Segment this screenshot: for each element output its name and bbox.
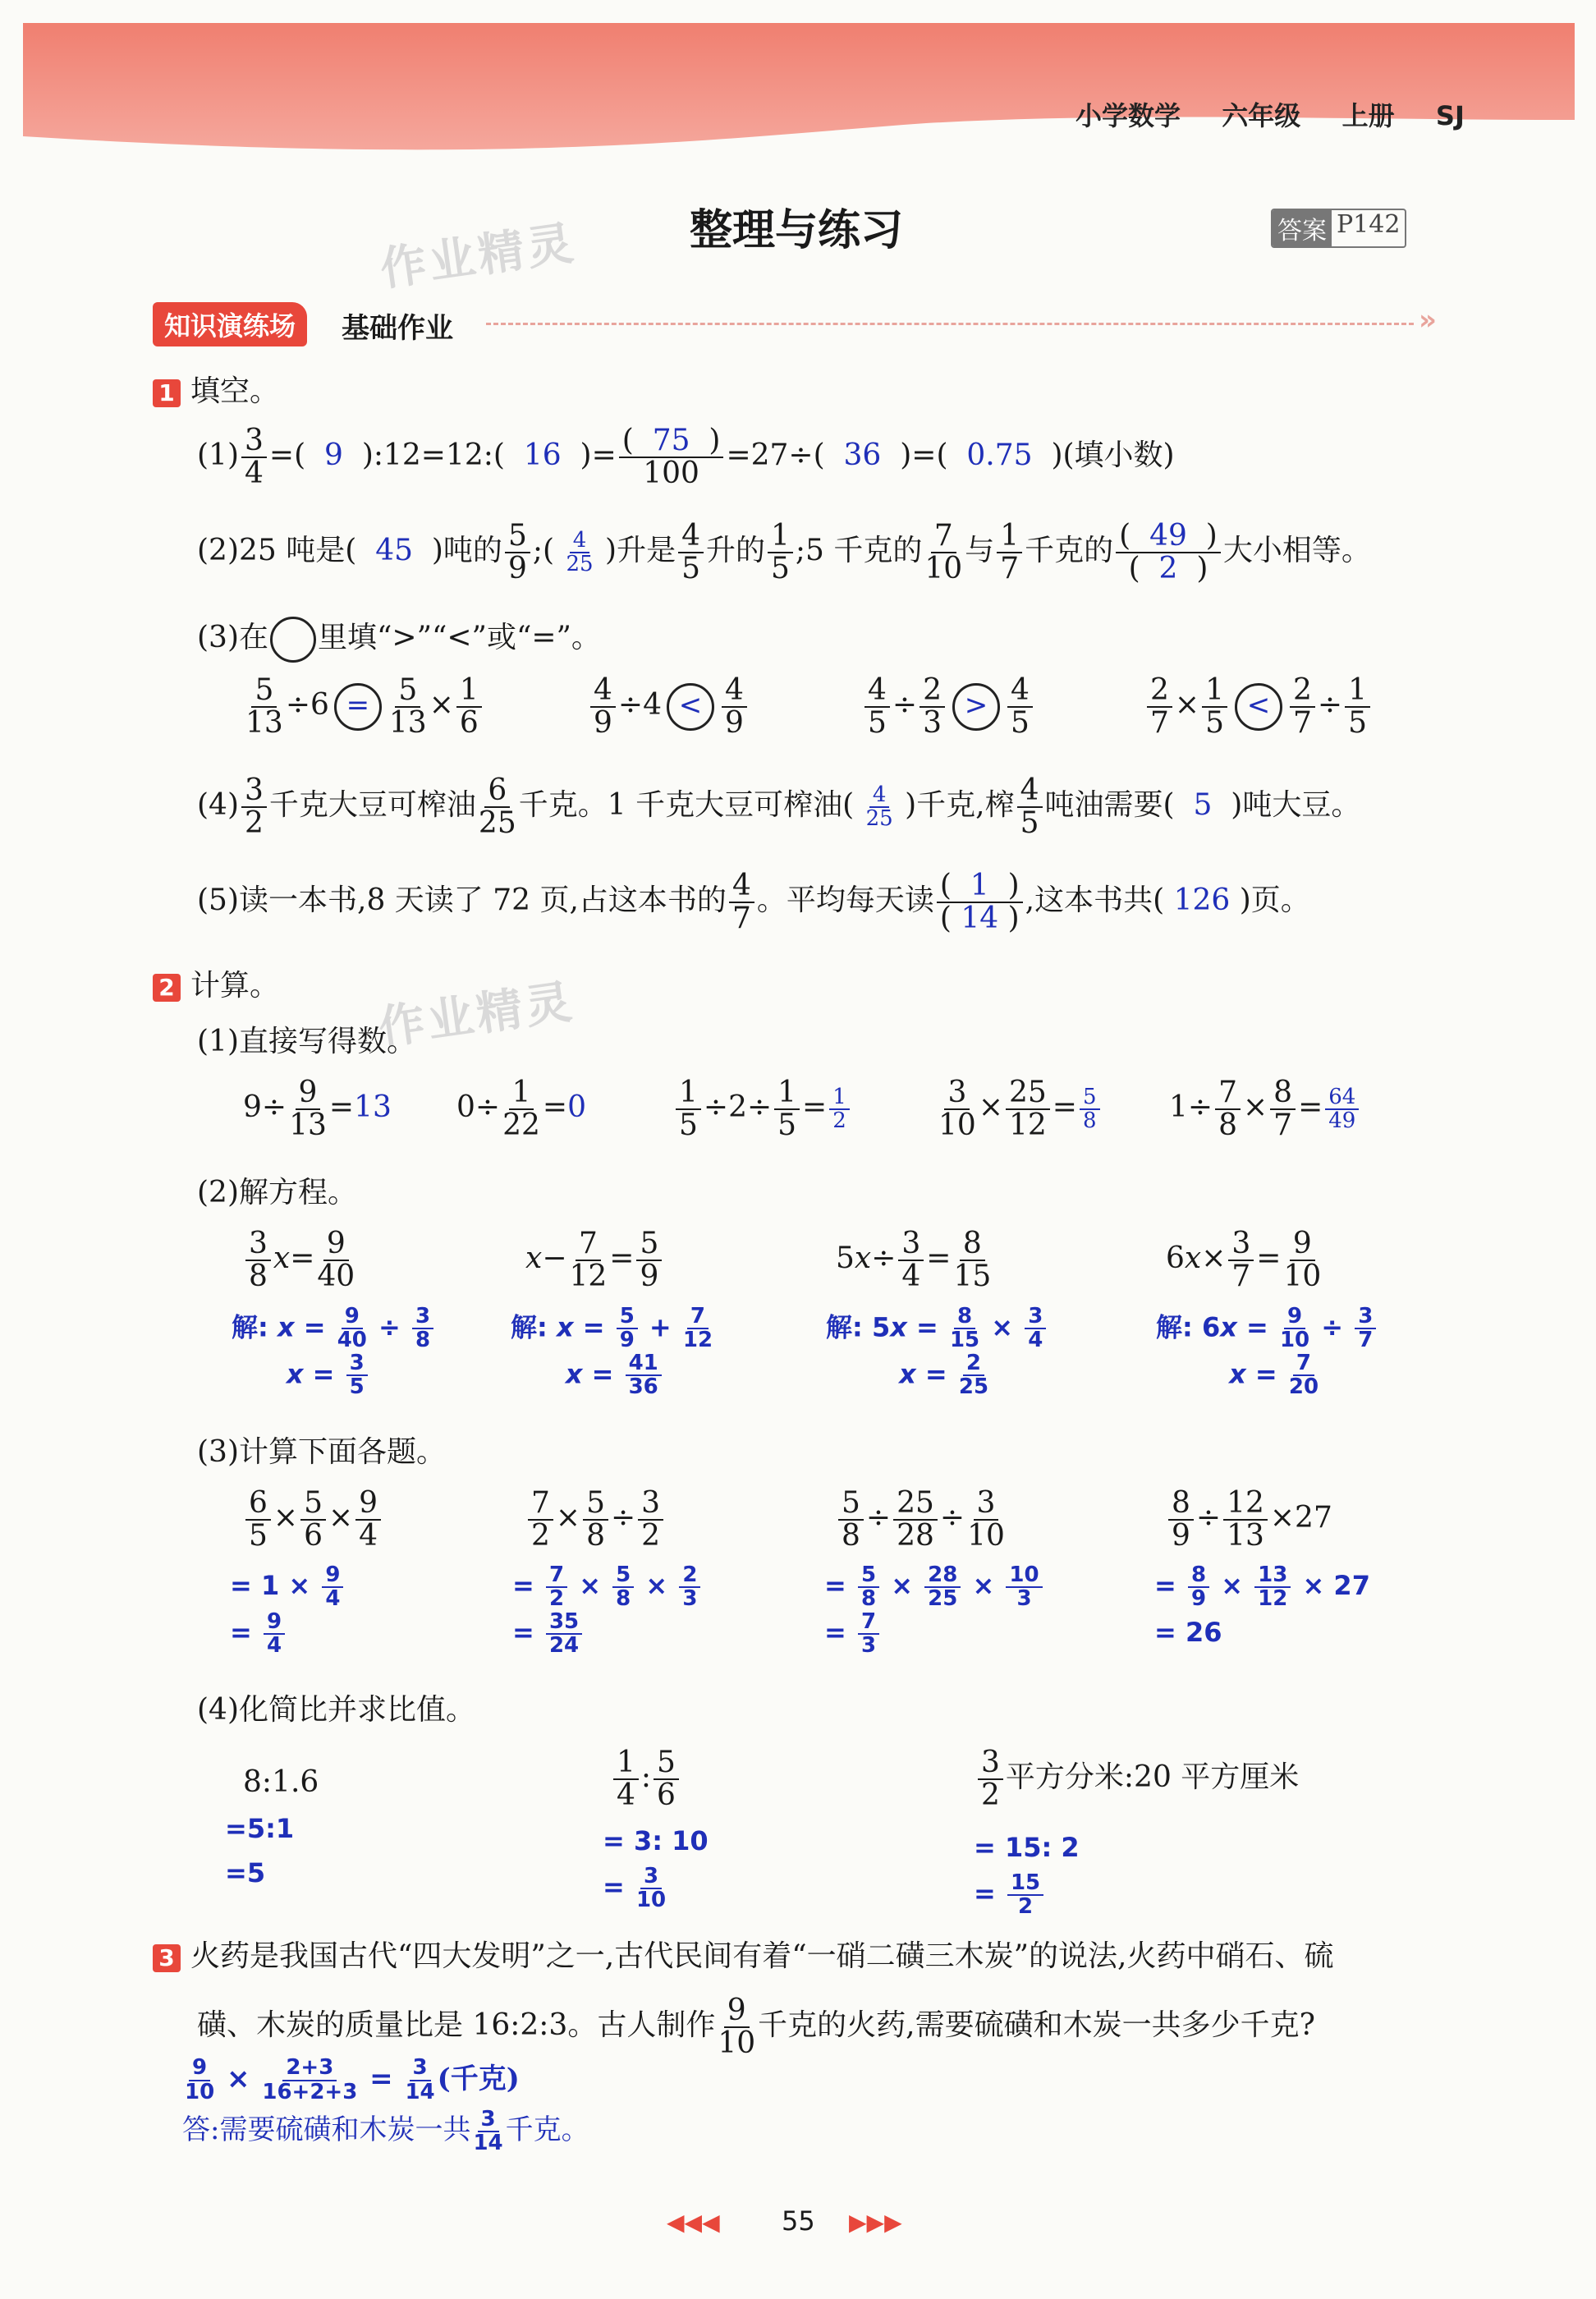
- q1-part5: (5)读一本书,8 天读了 72 页,占这本书的 $\frac{4}{7}$ 。平均每天读 $\frac{( 1 )}{( 14 )}$ ,这本书共( 126 )页。: [197, 869, 1310, 935]
- page-number: 55: [782, 2205, 815, 2237]
- calc-3: $\frac{5}{8}$ ÷ $\frac{25}{28}$ ÷ $\frac{3}{10}$: [836, 1488, 1007, 1552]
- equation-1: $\frac{3}{8}$ x= $\frac{9}{40}$: [243, 1228, 357, 1292]
- q2-sub2: (2)解方程。: [197, 1176, 357, 1209]
- q1-compare-3: $\frac{4}{5}$ ÷ $\frac{2}{3}$ > $\frac{4}{5}$: [862, 675, 1035, 739]
- calc-1: $\frac{6}{5}$ × $\frac{5}{6}$ × $\frac{9}{4}$: [243, 1488, 383, 1552]
- q2-direct-1: 9÷ $\frac{9}{13}$ =13: [243, 1076, 392, 1142]
- q2-sub1: (1)直接写得数。: [197, 1025, 416, 1058]
- q1-part4: (4) $\frac{3}{2}$ 千克大豆可榨油 $\frac{6}{25}$ 千克。1 千克大豆可榨油( $\frac{4}{25}$ )千克,榨 $\frac{4}{5}$ 吨油需要( 5 )吨大豆。: [197, 773, 1361, 840]
- ratio-2: $\frac{1}{4}$ : $\frac{5}{6}$: [611, 1747, 681, 1811]
- circle-icon: [270, 617, 316, 663]
- question-1-title: 1 填空。: [153, 368, 279, 410]
- question-3-answer: 答:需要硫磺和木炭一共 $\frac{3}{14}$ 千克。: [182, 2106, 589, 2155]
- header-banner: [23, 23, 1575, 163]
- question-3-work: $\frac{9}{10}$ × $\frac{2+3}{16+2+3}$ = $\frac{3}{14}$ (千克): [185, 2055, 520, 2104]
- calc-3-solution: = $\frac{5}{8}$ × $\frac{28}{25}$ × $\frac{10}{3}$ = $\frac{7}{3}$: [824, 1563, 1045, 1658]
- q1-compare-4: $\frac{2}{7}$ × $\frac{1}{5}$ < $\frac{2}{7}$ ÷ $\frac{1}{5}$: [1144, 675, 1373, 739]
- watermark: 作业精灵: [375, 975, 578, 1056]
- calc-4: $\frac{8}{9}$ ÷ $\frac{12}{13}$ ×27: [1166, 1488, 1332, 1552]
- equation-4: 6x× $\frac{3}{7}$ = $\frac{9}{10}$: [1166, 1227, 1322, 1293]
- ratio-3: $\frac{3}{2}$ 平方分米:20 平方厘米: [975, 1747, 1299, 1811]
- watermark: 作业精灵: [377, 216, 580, 297]
- page-prev-icon: ◀◀◀: [667, 2209, 720, 2236]
- question-3-line1: 3 火药是我国古代“四大发明”之一,古代民间有着“一硝二磺三木炭”的说法,火药中硝石、硫: [153, 1933, 1334, 1975]
- q2-direct-3: $\frac{1}{5}$ ÷2÷ $\frac{1}{5}$ = $\frac{1}{2}$: [673, 1077, 852, 1141]
- calc-1-solution: = 1 × $\frac{9}{4}$ = $\frac{9}{4}$: [230, 1563, 346, 1658]
- q2-direct-5: 1÷ $\frac{7}{8}$ × $\frac{8}{7}$ = $\frac{64}{49}$: [1169, 1077, 1361, 1141]
- q2-direct-4: $\frac{3}{10}$ × $\frac{25}{12}$ = $\frac{5}{8}$: [936, 1077, 1103, 1141]
- ratio-1: 8:1.6: [243, 1765, 319, 1799]
- q1-part1: (1) $\frac{3}{4}$ =( 9 ):12=12:( 16 )= $\frac{( 75 )}{100}$ =27÷( 36 )=( 0.75 )(填小数): [197, 424, 1175, 490]
- q1-compare-1: $\frac{5}{13}$ ÷6 = $\frac{5}{13}$ × $\frac{1}{6}$: [243, 675, 484, 739]
- section-divider: [486, 323, 1414, 325]
- q1-part2: (2)25 吨是( 45 )吨的 $\frac{5}{9}$ ;( $\frac{4}{25}$ )升是 $\frac{4}{5}$ 升的 $\frac{1}{5}$ ;5 千克的 $\frac{7}{10}$ 与 $\frac{1}{7}$ 千克的 $\frac{( 49 )}{( 2 )}$ 大小相等。: [197, 519, 1371, 585]
- q1-compare-2: $\frac{4}{9}$ ÷4 < $\frac{4}{9}$: [588, 675, 750, 739]
- q2-sub3: (3)计算下面各题。: [197, 1435, 446, 1469]
- q1-part3: (3)在 里填“>”“<”或“=”。: [197, 614, 601, 663]
- section-badge: 知识演练场: [153, 302, 307, 346]
- page-next-icon: ▶▶▶: [849, 2209, 902, 2236]
- calc-2-solution: = $\frac{7}{2}$ × $\frac{5}{8}$ × $\frac{2}{3}$ = $\frac{35}{24}$: [512, 1563, 703, 1658]
- q2-sub4: (4)化简比并求比值。: [197, 1693, 475, 1727]
- equation-1-solution: 解: x = $\frac{9}{40}$ ÷ $\frac{3}{8}$ x = $\frac{3}{5}$: [232, 1306, 436, 1398]
- header-meta: 小学数学 六年级 上册 SJ: [1075, 100, 1465, 131]
- answer-tag: 答案 P142: [1271, 209, 1406, 248]
- ratio-2-solution: = 3: 10 = $\frac{3}{10}$: [603, 1825, 709, 1912]
- question-3-line2: 磺、木炭的质量比是 16:2:3。古人制作 $\frac{9}{10}$ 千克的火药,需要硫磺和木炭一共多少千克?: [197, 1994, 1315, 2060]
- equation-4-solution: 解: 6x = $\frac{9}{10}$ ÷ $\frac{3}{7}$ x = $\frac{7}{20}$: [1156, 1306, 1378, 1398]
- chevron-right-icon: »: [1419, 304, 1437, 337]
- page-title: 整理与练习: [690, 206, 904, 255]
- ratio-3-solution: = 15: 2 = $\frac{15}{2}$: [974, 1832, 1080, 1919]
- equation-2-solution: 解: x = $\frac{5}{9}$ + $\frac{7}{12}$ x = $\frac{41}{36}$: [511, 1304, 713, 1399]
- calc-2: $\frac{7}{2}$ × $\frac{5}{8}$ ÷ $\frac{3}{2}$: [525, 1488, 666, 1552]
- section-label: 基础作业: [342, 312, 453, 345]
- q2-direct-2: 0÷ $\frac{1}{22}$ =0: [456, 1076, 586, 1142]
- equation-2: x− $\frac{7}{12}$ = $\frac{5}{9}$: [525, 1228, 664, 1292]
- question-2-title: 2 计算。: [153, 962, 279, 1004]
- equation-3: 5x÷ $\frac{3}{4}$ = $\frac{8}{15}$: [836, 1227, 992, 1293]
- calc-4-solution: = $\frac{8}{9}$ × $\frac{13}{12}$ × 27 = 26: [1154, 1562, 1370, 1649]
- ratio-1-solution: =5:1 =5: [225, 1813, 295, 1888]
- equation-3-solution: 解: 5x = $\frac{8}{15}$ × $\frac{3}{4}$ x = $\frac{2}{25}$: [826, 1306, 1048, 1398]
